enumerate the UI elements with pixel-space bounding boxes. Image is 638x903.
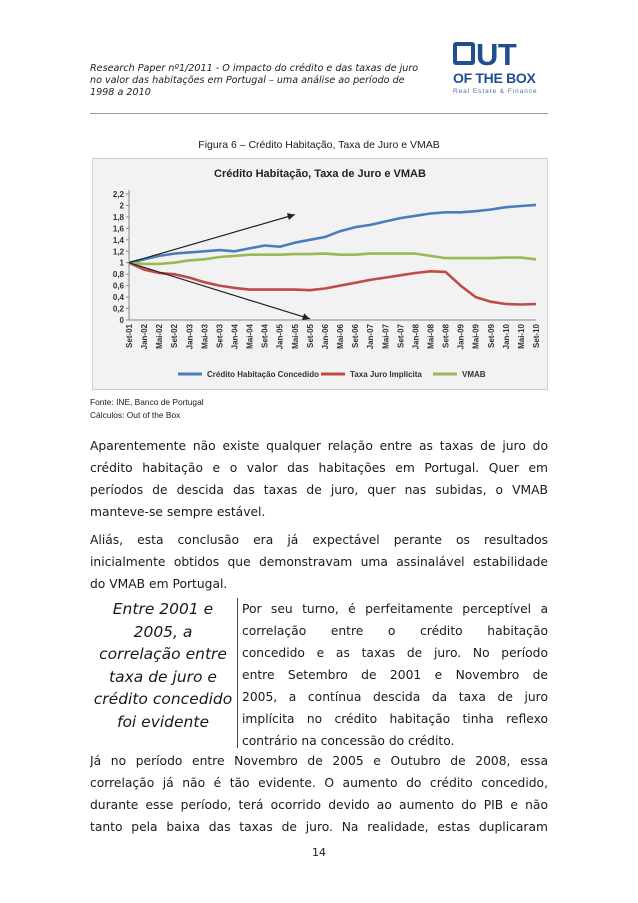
- text-line: Já no período entre Novembro de 2005 e Outubro de 2008, essa: [90, 754, 548, 768]
- x-tick-label: Jan-06: [320, 324, 330, 350]
- series-line: [129, 254, 536, 264]
- pull-quote-divider: [237, 598, 238, 748]
- y-tick-label: 0: [119, 316, 124, 325]
- text-line: implícita no crédito habitação tinha reflexo: [242, 712, 548, 726]
- paragraph-2: [90, 529, 548, 595]
- pull-quote-line: correlação entre: [99, 645, 227, 663]
- header-divider: [90, 113, 548, 114]
- y-tick-label: 2,2: [112, 190, 124, 199]
- legend-label: Crédito Habitação Concedido: [207, 370, 320, 379]
- text-line: Por seu turno, é perfeitamente perceptível a: [242, 602, 548, 616]
- legend-label: Taxa Juro Implícita: [350, 370, 422, 379]
- y-tick-label: 1,2: [112, 247, 124, 257]
- x-tick-label: Jan-02: [140, 324, 150, 350]
- x-tick-label: Set-01: [125, 324, 134, 349]
- x-tick-label: Jan-05: [275, 324, 285, 350]
- text-line: manteve-se sempre estável.: [90, 505, 266, 519]
- header-line: no valor das habitações em Portugal – uma análise ao período de: [90, 75, 405, 86]
- x-tick-label: Set-03: [215, 324, 225, 349]
- y-tick-label: 1: [119, 258, 124, 268]
- source-line: Cálculos: Out of the Box: [90, 409, 181, 420]
- x-tick-label: Jan-03: [185, 324, 195, 350]
- y-tick-label: 1,6: [112, 224, 124, 234]
- text-line: Aliás, esta conclusão era já expectável perante os resultados: [90, 533, 548, 547]
- header-line: 1998 a 2010: [90, 87, 151, 98]
- pull-quote-line: foi evidente: [116, 712, 209, 731]
- page-number: 14: [312, 846, 326, 859]
- logo-tagline: Real Estate & Finance: [453, 88, 538, 95]
- x-tick-label: Jan-08: [411, 324, 421, 350]
- chart-title: Crédito Habitação, Taxa de Juro e VMAB: [214, 168, 426, 180]
- side-paragraph: [242, 598, 548, 752]
- pull-quote-line: Entre 2001 e: [112, 600, 214, 618]
- paragraph-3: [90, 750, 548, 838]
- text-line: 2005, a contínua descida da taxa de juro: [242, 690, 548, 704]
- y-tick-label: 0,8: [112, 270, 124, 280]
- logo-sub: OF THE BOX: [453, 70, 536, 86]
- x-tick-label: Mai-08: [426, 324, 436, 349]
- text-line: concedido e as taxas de juro. No período: [242, 646, 548, 660]
- text-line: entre Setembro de 2001 e Novembro de: [242, 668, 548, 682]
- header-line: Research Paper nº1/2011 - O impacto do crédito e das taxas de juro: [90, 63, 419, 74]
- text-line: correlação já não é tão evidente. O aumento do crédito concedido,: [90, 776, 548, 790]
- x-tick-label: Mai-05: [290, 324, 300, 349]
- x-tick-label: Mai-03: [200, 324, 210, 349]
- legend-label: VMAB: [462, 370, 486, 379]
- text-line: crédito habitação e o valor das habitações em Portugal. Quer em: [90, 461, 548, 475]
- source-line: Fonte: INE, Banco de Portugal: [90, 397, 204, 407]
- x-tick-label: Set-05: [305, 324, 315, 349]
- figure-title: Figura 6 – Crédito Habitação, Taxa de Juro e VMAB: [198, 139, 440, 151]
- x-tick-label: Mai-10: [516, 324, 526, 349]
- y-tick-label: 0,4: [112, 293, 124, 303]
- x-tick-label: Mai-02: [155, 324, 165, 349]
- y-tick-label: 1,8: [112, 212, 124, 222]
- pull-quote-line: taxa de juro e: [109, 667, 217, 686]
- x-tick-label: Mai-04: [245, 324, 255, 349]
- y-tick-label: 0,6: [112, 281, 124, 291]
- running-header: [90, 63, 420, 99]
- x-tick-label: Jan-07: [366, 324, 376, 350]
- pull-quote-line: 2005, a: [133, 622, 193, 641]
- text-line: contrário na concessão do crédito.: [242, 734, 455, 748]
- x-tick-label: Set-10: [532, 324, 541, 349]
- x-tick-label: Set-06: [351, 324, 361, 349]
- text-line: períodos de descida das taxas de juro, quer nas subidas, o VMAB: [90, 483, 548, 497]
- y-tick-label: 1,4: [112, 235, 124, 245]
- figure-source: [90, 396, 204, 421]
- x-tick-label: Set-09: [486, 324, 496, 349]
- text-line: do VMAB em Portugal.: [90, 577, 228, 591]
- x-tick-label: Set-07: [396, 324, 406, 349]
- x-tick-label: Jan-09: [456, 324, 466, 350]
- pull-quote: [90, 598, 236, 733]
- line-chart: [93, 159, 547, 389]
- x-tick-label: Mai-06: [336, 324, 346, 349]
- logo-o-mark: [453, 42, 475, 65]
- out-of-the-box-logo: [453, 37, 549, 102]
- y-tick-label: 0,2: [112, 304, 124, 314]
- x-tick-label: Set-08: [441, 324, 451, 349]
- x-tick-label: Jan-04: [230, 324, 240, 350]
- x-tick-label: Mai-09: [471, 324, 481, 349]
- x-tick-label: Jan-10: [501, 324, 511, 350]
- y-tick-label: 2: [119, 201, 124, 211]
- text-line: inicialmente obtidos que demonstravam uma assinalável estabilidade: [90, 555, 548, 569]
- series-line: [129, 263, 536, 305]
- paragraph-1: [90, 435, 548, 523]
- logo-main: UT: [453, 40, 549, 70]
- x-tick-label: Set-02: [170, 324, 180, 349]
- pull-quote-line: crédito concedido: [93, 690, 233, 708]
- text-line: tanto pela baixa das taxas de juro. Na realidade, estas duplicaram: [90, 820, 548, 834]
- x-tick-label: Mai-07: [381, 324, 391, 349]
- chart-container: [92, 158, 548, 390]
- text-line: correlação entre o crédito habitação: [242, 624, 548, 638]
- x-tick-label: Set-04: [260, 324, 270, 349]
- text-line: Aparentemente não existe qualquer relação entre as taxas de juro do: [90, 439, 548, 453]
- text-line: durante esse período, terá ocorrido devido ao aumento do PIB e não: [90, 798, 548, 812]
